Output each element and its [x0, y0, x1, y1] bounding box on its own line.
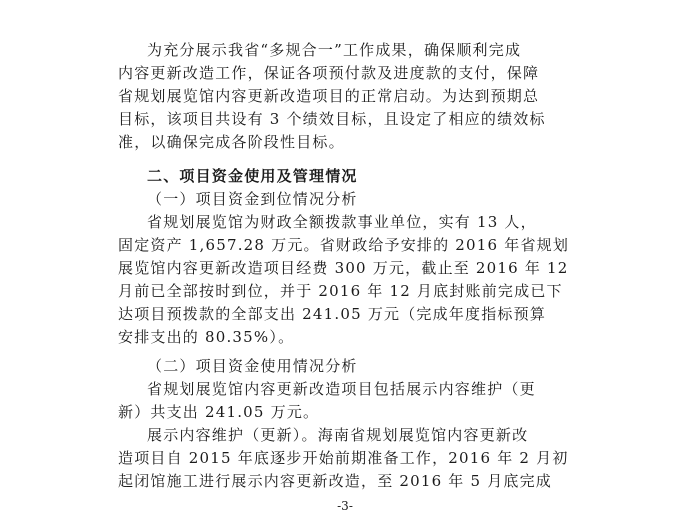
- paragraph-line: 固定资产 1,657.28 万元。省财政给予安排的 2016 年省规划: [118, 236, 570, 254]
- page-number: -3-: [337, 499, 353, 513]
- paragraph-line: 新）共支出 241.05 万元。: [118, 403, 320, 421]
- paragraph-line: 月前已全部按时到位，并于 2016 年 12 月底封账前完成已下: [118, 282, 563, 300]
- subsection-heading: （二）项目资金使用情况分析: [147, 357, 358, 375]
- paragraph-line: 省规划展览馆内容更新改造项目的正常启动。为达到预期总: [118, 87, 540, 105]
- paragraph-line: 起闭馆施工进行展示内容更新改造，至 2016 年 5 月底完成: [118, 472, 552, 490]
- paragraph-line: 展览馆内容更新改造项目经费 300 万元，截止至 2016 年 12: [118, 259, 569, 277]
- paragraph-line: 安排支出的 80.35%）。: [118, 328, 295, 346]
- paragraph-line: 达项目预拨款的全部支出 241.05 万元（完成年度指标预算: [118, 305, 547, 323]
- paragraph-line: 展示内容维护（更新）。海南省规划展览馆内容更新改: [147, 426, 529, 444]
- paragraph-line: 省规划展览馆为财政全额拨款事业单位，实有 13 人，: [147, 213, 537, 231]
- paragraph-line: 内容更新改造工作，保证各项预付款及进度款的支付，保障: [118, 64, 540, 82]
- paragraph-line: 为充分展示我省“多规合一”工作成果，确保顺利完成: [147, 41, 522, 59]
- paragraph-line: 造项目自 2015 年底逐步开始前期准备工作，2016 年 2 月初: [118, 449, 569, 467]
- paragraph-line: 准，以确保完成各阶段性目标。: [118, 133, 345, 151]
- paragraph-line: 省规划展览馆内容更新改造项目包括展示内容维护（更: [147, 380, 536, 398]
- paragraph-line: 目标，该项目共设有 3 个绩效目标，且设定了相应的绩效标: [118, 110, 546, 128]
- section-heading: 二、项目资金使用及管理情况: [147, 167, 358, 185]
- subsection-heading: （一）项目资金到位情况分析: [147, 190, 358, 208]
